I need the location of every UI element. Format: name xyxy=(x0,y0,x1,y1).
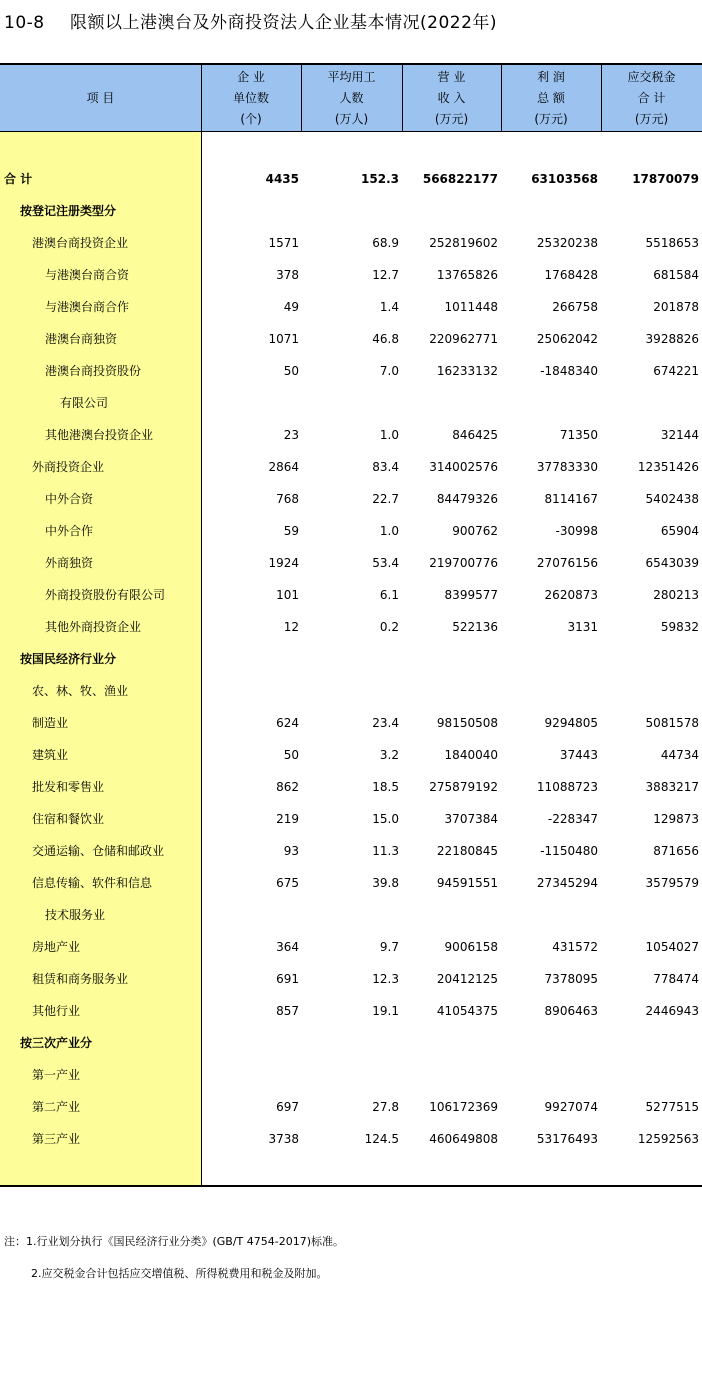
row-label: 港澳台商投资股份 xyxy=(45,364,142,378)
row-value: 3.2 xyxy=(379,748,399,762)
row-value: 65904 xyxy=(660,524,699,538)
row-value: 6543039 xyxy=(645,556,699,570)
row-value: 9927074 xyxy=(544,1100,598,1114)
row-value: 16233132 xyxy=(436,364,498,378)
row-value: 1768428 xyxy=(544,268,598,282)
row-value: 1840040 xyxy=(444,748,498,762)
row-label: 信息传输、软件和信息 xyxy=(32,876,153,890)
row-value: 12592563 xyxy=(637,1132,699,1146)
table-row xyxy=(0,323,702,355)
row-value: 9006158 xyxy=(444,940,498,954)
table-row xyxy=(0,195,702,227)
table-row xyxy=(0,739,702,771)
row-value: 25062042 xyxy=(536,332,598,346)
table-bottom-rule xyxy=(0,1185,702,1187)
row-label: 中外合作 xyxy=(45,524,94,538)
row-value: 8399577 xyxy=(444,588,498,602)
row-value: 23.4 xyxy=(372,716,399,730)
table-row xyxy=(0,771,702,803)
header-item: 项 目 xyxy=(86,90,115,105)
row-value: 32144 xyxy=(660,428,699,442)
row-value: 768 xyxy=(276,492,299,506)
row-value: 314002576 xyxy=(429,460,498,474)
row-value: 50 xyxy=(283,364,299,378)
row-value: 3928826 xyxy=(645,332,699,346)
row-value: 1054027 xyxy=(645,940,699,954)
row-value: 1.0 xyxy=(379,428,399,442)
row-value: 566822177 xyxy=(422,172,498,186)
table-row xyxy=(0,995,702,1027)
footnotes xyxy=(4,1226,344,1290)
row-label: 租赁和商务服务业 xyxy=(32,972,129,986)
row-value: -1848340 xyxy=(540,364,598,378)
row-value: 9.7 xyxy=(379,940,399,954)
row-value: 23 xyxy=(283,428,299,442)
row-value: 280213 xyxy=(653,588,699,602)
row-value: 275879192 xyxy=(429,780,498,794)
table-row xyxy=(0,163,702,195)
row-value: 3131 xyxy=(567,620,598,634)
row-value: 129873 xyxy=(653,812,699,826)
row-value: 19.1 xyxy=(372,1004,399,1018)
row-value: 7.0 xyxy=(379,364,399,378)
row-value: 778474 xyxy=(653,972,699,986)
row-value: 1011448 xyxy=(444,300,498,314)
row-value: 460649808 xyxy=(429,1132,498,1146)
table-title: 限额以上港澳台及外商投资法人企业基本情况(2022年) xyxy=(70,13,498,33)
row-value: 124.5 xyxy=(364,1132,399,1146)
row-label: 按国民经济行业分 xyxy=(20,652,117,666)
row-value: 59 xyxy=(283,524,299,538)
row-value: 11.3 xyxy=(372,844,399,858)
row-value: 12351426 xyxy=(637,460,699,474)
row-value: 674221 xyxy=(653,364,699,378)
row-value: 3883217 xyxy=(645,780,699,794)
row-label: 外商投资股份有限公司 xyxy=(45,588,166,602)
row-label: 其他港澳台投资企业 xyxy=(45,428,154,442)
row-value: 37443 xyxy=(559,748,598,762)
row-value: 37783330 xyxy=(536,460,598,474)
row-label: 合 计 xyxy=(4,172,33,186)
row-value: 6.1 xyxy=(379,588,399,602)
table-row xyxy=(0,899,702,931)
header-revenue: 营 业 收 入 (万元) xyxy=(434,69,469,126)
table-row xyxy=(0,387,702,419)
row-label: 按登记注册类型分 xyxy=(20,204,117,218)
table-row xyxy=(0,707,702,739)
table-number: 10-8 xyxy=(4,13,45,33)
row-value: 71350 xyxy=(559,428,598,442)
table-header xyxy=(0,65,702,131)
row-value: 2446943 xyxy=(645,1004,699,1018)
row-label: 港澳台商独资 xyxy=(45,332,118,346)
row-value: 39.8 xyxy=(372,876,399,890)
row-label: 交通运输、仓储和邮政业 xyxy=(32,844,165,858)
row-label: 外商独资 xyxy=(45,556,94,570)
row-value: 1924 xyxy=(268,556,299,570)
row-value: 18.5 xyxy=(372,780,399,794)
row-value: 22.7 xyxy=(372,492,399,506)
header-tax-total: 应交税金 合 计 (万元) xyxy=(627,69,676,126)
row-value: 2864 xyxy=(268,460,299,474)
table-row xyxy=(0,515,702,547)
row-value: 266758 xyxy=(552,300,598,314)
row-label: 农、林、牧、渔业 xyxy=(32,684,129,698)
footnote-2: 2.应交税金合计包括应交增值税、所得税费用和税金及附加。 xyxy=(31,1267,328,1280)
row-value: 53.4 xyxy=(372,556,399,570)
table-row xyxy=(0,547,702,579)
row-label: 与港澳台商合作 xyxy=(45,300,130,314)
row-value: 17870079 xyxy=(632,172,699,186)
table-row xyxy=(0,1059,702,1091)
row-value: 12.7 xyxy=(372,268,399,282)
row-value: 220962771 xyxy=(429,332,498,346)
row-value: 0.2 xyxy=(379,620,399,634)
table-row xyxy=(0,643,702,675)
row-label: 第二产业 xyxy=(32,1100,81,1114)
row-value: 27.8 xyxy=(372,1100,399,1114)
row-value: 900762 xyxy=(452,524,498,538)
row-value: 22180845 xyxy=(436,844,498,858)
table-row xyxy=(0,419,702,451)
row-label: 其他行业 xyxy=(32,1004,81,1018)
row-value: 1071 xyxy=(268,332,299,346)
row-value: 5081578 xyxy=(645,716,699,730)
header-divider xyxy=(201,65,202,131)
row-value: 25320238 xyxy=(536,236,598,250)
row-value: 522136 xyxy=(452,620,498,634)
row-value: 3579579 xyxy=(645,876,699,890)
row-value: 11088723 xyxy=(536,780,598,794)
header-enterprise-count: 企 业 单位数 (个) xyxy=(232,69,269,126)
row-value: 2620873 xyxy=(544,588,598,602)
row-value: 691 xyxy=(276,972,299,986)
table-row xyxy=(0,1027,702,1059)
row-value: 846425 xyxy=(452,428,498,442)
table-row xyxy=(0,579,702,611)
row-value: 378 xyxy=(276,268,299,282)
table-row xyxy=(0,963,702,995)
row-value: 63103568 xyxy=(531,172,598,186)
table-row xyxy=(0,835,702,867)
row-value: 4435 xyxy=(265,172,299,186)
table-row xyxy=(0,931,702,963)
table-row xyxy=(0,803,702,835)
row-value: 84479326 xyxy=(436,492,498,506)
row-label: 外商投资企业 xyxy=(32,460,105,474)
header-divider xyxy=(501,65,502,131)
row-value: 862 xyxy=(276,780,299,794)
row-value: 98150508 xyxy=(436,716,498,730)
row-value: 13765826 xyxy=(436,268,498,282)
row-value: 201878 xyxy=(653,300,699,314)
row-value: 3707384 xyxy=(444,812,498,826)
row-label: 第一产业 xyxy=(32,1068,81,1082)
row-value: 5277515 xyxy=(645,1100,699,1114)
row-value: 219 xyxy=(276,812,299,826)
row-value: -228347 xyxy=(547,812,598,826)
row-value: 681584 xyxy=(653,268,699,282)
table-row xyxy=(0,1123,702,1155)
row-label: 按三次产业分 xyxy=(20,1036,93,1050)
table-row xyxy=(0,355,702,387)
row-value: 46.8 xyxy=(372,332,399,346)
row-label: 与港澳台商合资 xyxy=(45,268,130,282)
row-value: 93 xyxy=(283,844,299,858)
row-label: 技术服务业 xyxy=(45,908,106,922)
row-label: 有限公司 xyxy=(60,396,109,410)
row-label: 建筑业 xyxy=(32,748,69,762)
row-value: 53176493 xyxy=(536,1132,598,1146)
row-value: 101 xyxy=(276,588,299,602)
row-value: 20412125 xyxy=(436,972,498,986)
page-title xyxy=(4,8,497,33)
row-value: 3738 xyxy=(268,1132,299,1146)
table-row xyxy=(0,483,702,515)
row-label: 第三产业 xyxy=(32,1132,81,1146)
table-row xyxy=(0,259,702,291)
row-value: 68.9 xyxy=(372,236,399,250)
row-value: 83.4 xyxy=(372,460,399,474)
header-total-profit: 利 润 总 额 (万元) xyxy=(534,69,568,126)
row-value: 364 xyxy=(276,940,299,954)
row-value: 12 xyxy=(283,620,299,634)
row-value: 44734 xyxy=(660,748,699,762)
table-row xyxy=(0,227,702,259)
row-value: 857 xyxy=(276,1004,299,1018)
row-value: 1.0 xyxy=(379,524,399,538)
table-row xyxy=(0,675,702,707)
row-label: 中外合资 xyxy=(45,492,94,506)
row-label: 房地产业 xyxy=(32,940,81,954)
row-value: 12.3 xyxy=(372,972,399,986)
table-row xyxy=(0,1091,702,1123)
header-avg-employees: 平均用工 人数 (万人) xyxy=(327,69,376,126)
row-value: 59832 xyxy=(660,620,699,634)
row-value: -30998 xyxy=(555,524,598,538)
row-value: 871656 xyxy=(653,844,699,858)
row-value: 675 xyxy=(276,876,299,890)
row-value: 152.3 xyxy=(361,172,399,186)
header-divider xyxy=(402,65,403,131)
header-divider xyxy=(301,65,302,131)
row-value: 219700776 xyxy=(429,556,498,570)
row-value: 1.4 xyxy=(379,300,399,314)
row-value: 697 xyxy=(276,1100,299,1114)
row-label: 住宿和餐饮业 xyxy=(32,812,105,826)
row-value: 15.0 xyxy=(372,812,399,826)
row-value: 8114167 xyxy=(544,492,598,506)
row-value: 431572 xyxy=(552,940,598,954)
table-row xyxy=(0,867,702,899)
row-value: 27345294 xyxy=(536,876,598,890)
table-row xyxy=(0,291,702,323)
row-value: 5518653 xyxy=(645,236,699,250)
row-value: 41054375 xyxy=(436,1004,498,1018)
row-value: 252819602 xyxy=(429,236,498,250)
row-value: 27076156 xyxy=(536,556,598,570)
row-label: 批发和零售业 xyxy=(32,780,105,794)
row-value: 5402438 xyxy=(645,492,699,506)
header-divider xyxy=(601,65,602,131)
row-value: 9294805 xyxy=(544,716,598,730)
table-row xyxy=(0,451,702,483)
row-value: 624 xyxy=(276,716,299,730)
row-value: -1150480 xyxy=(540,844,598,858)
row-value: 1571 xyxy=(268,236,299,250)
row-label: 港澳台商投资企业 xyxy=(32,236,129,250)
row-label: 制造业 xyxy=(32,716,69,730)
row-value: 50 xyxy=(283,748,299,762)
row-value: 8906463 xyxy=(544,1004,598,1018)
row-value: 49 xyxy=(283,300,299,314)
footnote-1: 注：1.行业划分执行《国民经济行业分类》(GB/T 4754-2017)标准。 xyxy=(4,1235,345,1248)
row-value: 7378095 xyxy=(544,972,598,986)
row-label: 其他外商投资企业 xyxy=(45,620,142,634)
table-row xyxy=(0,611,702,643)
row-value: 94591551 xyxy=(436,876,498,890)
row-value: 106172369 xyxy=(429,1100,498,1114)
